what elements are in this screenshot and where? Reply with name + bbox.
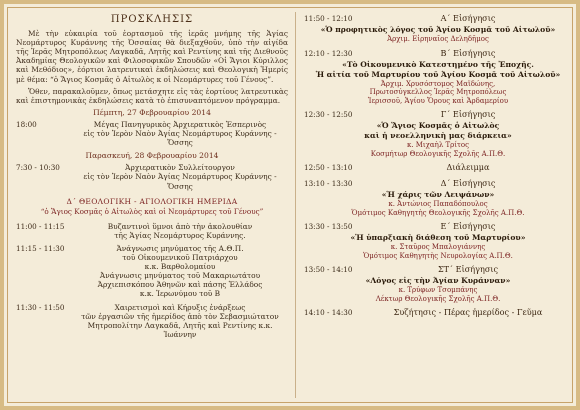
session-title: ΣΤ΄ Εἰσήγησις <box>437 264 499 275</box>
talk-title: «Ἡ ὑπαρξιακὴ διάθεση τοῦ Μαρτυρίου» <box>350 233 526 243</box>
left-column <box>16 14 288 343</box>
speaker-role: Πρωτοσύγκελλος Ἱερᾶς Μητροπόλεως <box>369 88 507 97</box>
break-1 <box>304 163 572 172</box>
event-time: 18:00 <box>16 119 37 129</box>
page-title: ΠΡΟΣΚΛΗΣΙΣ <box>110 14 194 25</box>
session-time: 13:50 - 14:10 <box>304 265 353 275</box>
session-title: Γ΄ Εἰσήγησις <box>440 109 496 120</box>
right-column <box>304 14 572 319</box>
speaker-role: Ἱερισσοῦ, Ἁγίου Ὄρους καὶ Ἀρδαμερίου <box>367 96 509 105</box>
speaker-role: Ὁμότιμος Καθηγητὴς Νευρολογίας Α.Π.Θ. <box>363 251 513 260</box>
session-title: Ε΄ Εἰσήγησις <box>440 221 496 232</box>
event-hymns <box>16 222 288 240</box>
session-3 <box>304 110 572 119</box>
section-subtitle: “ὁ Ἅγιος Κοσμᾶς ὁ Αἰτωλὸς καὶ οἱ Νεομάρτυρες τοῦ Γένους” <box>40 206 264 216</box>
session-time: 13:10 - 13:30 <box>304 179 353 189</box>
event-liturgy <box>16 163 288 190</box>
session-6 <box>304 265 572 274</box>
session-title: Β΄ Εἰσήγησις <box>440 47 496 58</box>
intro-paragraph-2: Ὅθεν, παρακαλοῦμεν, ὅπως μετάσχητε εἰς τὰς ἑορτίους λατρευτικὰς καὶ ἐπιστημονικὰς ἐκδηλώσεις κατὰ τὸ ἐπισυναπτόμενον πρόγραμμα. <box>16 86 288 105</box>
section-heading: Δ΄ ΘΕΟΛΟΓΙΚΗ - ΑΓΙΟΛΟΓΙΚΗ ΗΜΕΡΙΔΑ <box>66 196 238 206</box>
event-desc: Ἀνάγνωσις μηνύματος τῆς Α.Θ.Π. τοῦ Οἰκουμενικοῦ Πατριάρχου κ.κ. Βαρθολομαίου Ἀνάγνωσις μηνύματος τοῦ Μακαριωτάτου Ἀρχιεπισκόπου Ἀθηνῶν καὶ πάσης Ἑλλάδος κ.κ. Ἱερωνύμου τοῦ Β <box>97 243 263 299</box>
speaker: Ἀρχιμ. Χρυσόστομος Μαϊδώνης, <box>380 79 496 88</box>
talk-title: «Λόγος εἰς τὴν Ἁγίαν Κυράνναν» <box>365 276 511 286</box>
intro-paragraph-1: Μὲ τὴν εὐκαιρία τοῦ ἑορτασμοῦ τῆς ἱερᾶς μνήμης τῆς Ἁγίας Νεομάρτυρος Κυράννης τῆς Ὀσσαίας θὰ διεξαχθοῦν, ὑπὸ τὴν αἰγίδα τῆς Ἱερᾶς Μητροπόλεως Λαγκαδᾶ, Λητῆς καὶ Ρεντίνης καὶ τῆς Διεθνοῦς Ἀκαδημίας Θεολογικῶν καὶ Φιλοσοφικῶν Σπουδῶν «Οἱ Ἅγιοι Κύριλλος καὶ Μεθόδιος», ἑόρτιοι λατρευτικαὶ ἐκδηλώσεις καὶ Θεολογικὴ Ἡμερίς μὲ θέμα: “ὁ Ἅγιος Κοσμᾶς ὁ Αἰτωλὸς κ οἱ Νεομάρτυρες τοῦ Γένους”. <box>16 29 288 84</box>
event-time: 11:30 - 11:50 <box>16 302 65 312</box>
event-desc: Χαιρετισμοὶ καὶ Κήρυξις ἐνάρξεως τῶν ἐργασιῶν τῆς ἡμερίδος ἀπὸ τὸν Σεβασμιώτατον Μητροπολίτην Λαγκαδᾶ, Λητῆς καὶ Ρεντίνης κ.κ. Ἰωάννην <box>81 302 279 339</box>
speaker: κ. Σταῦρος Μπαλογιάννης <box>390 243 486 252</box>
speaker: κ. Τρύφων Τσομπάνης <box>398 286 478 295</box>
session-time: 12:10 - 12:30 <box>304 48 353 58</box>
talk-title: «Τὸ Οἰκουμενικὸ Κατεστημένο τῆς Ἐποχῆς. <box>342 59 534 69</box>
event-time: 11:15 - 11:30 <box>16 243 65 253</box>
event-vespers <box>16 120 288 147</box>
column-divider <box>295 12 296 398</box>
talk-title: «Ἡ χάρις τῶν Λειψάνων» <box>381 190 495 200</box>
session-title: Συζήτησις - Πέρας ἡμερίδος - Γεῦμα <box>393 307 543 318</box>
event-desc: Μέγας Πανηγυρικὸς Ἀρχιερατικὸς Ἑσπερινὸς εἰς τὸν Ἱερὸν Ναὸν Ἁγίας Νεομάρτυρος Κυράννης - Ὄσσης <box>83 119 277 148</box>
event-time: 11:00 - 11:15 <box>16 221 65 231</box>
closing <box>304 308 572 317</box>
speaker-role: Ὁμότιμος Καθηγητὴς Θεολογικῆς Σχολῆς Α.Π.Θ. <box>351 208 525 217</box>
talk-title: «Ὁ Ἅγιος Κοσμᾶς ὁ Αἰτωλὸς <box>376 121 500 131</box>
date-thursday: Πέμπτη, 27 Φεβρουαρίου 2014 <box>93 107 211 117</box>
session-time: 12:30 - 12:50 <box>304 110 353 120</box>
session-title: Δ΄ Εἰσήγησις <box>440 178 496 189</box>
date-friday: Παρασκευή, 28 Φεβρουαρίου 2014 <box>85 151 219 161</box>
talk-title: Ἡ αἰτία τοῦ Μαρτυρίου τοῦ Ἁγίου Κοσμᾶ τοῦ Αἰτωλοῦ» <box>315 69 561 79</box>
session-5 <box>304 222 572 231</box>
event-desc: Ἀρχιερατικὸν Συλλείτουργον εἰς τὸν Ἱερὸν Ναὸν Ἁγίας Νεομάρτυρος Κυράννης - Ὄσσης <box>83 163 277 191</box>
speaker: κ. Ἀντώνιος Παπαδόπουλος <box>388 200 488 209</box>
session-time: 14:10 - 14:30 <box>304 308 353 318</box>
session-time: 12:50 - 13:10 <box>304 163 353 173</box>
session-time: 11:50 - 12:10 <box>304 14 353 23</box>
speaker-role: Κοσμήτωρ Θεολογικῆς Σχολῆς Α.Π.Θ. <box>370 149 506 158</box>
talk-title: «Ὁ προφητικὸς λόγος τοῦ Ἁγίου Κοσμᾶ τοῦ Αἰτωλοῦ» <box>320 25 556 35</box>
event-time: 7:30 - 10:30 <box>16 163 60 173</box>
session-1 <box>304 14 572 23</box>
event-messages <box>16 244 288 299</box>
event-desc: Βυζαντινοὶ ὕμνοι ἀπὸ τὴν ἀκολουθίαν τῆς Ἁγίας Νεομάρτυρος Κυράννης. <box>107 221 253 240</box>
talk-title: καὶ ἡ νεοελληνικὴ μας διάρκεια» <box>364 131 512 141</box>
speaker-role: Λέκτωρ Θεολογικῆς Σχολῆς Α.Π.Θ. <box>375 294 501 303</box>
session-title: Διάλειμμα <box>446 162 490 173</box>
speaker: κ. Μιχαὴλ Τρίτος <box>406 141 470 150</box>
session-title: Α΄ Εἰσήγησις <box>440 13 496 23</box>
event-greetings <box>16 303 288 339</box>
session-4 <box>304 179 572 188</box>
session-2 <box>304 49 572 58</box>
speaker: Ἀρχιμ. Εἰρηναῖος Δεληδῆμος <box>387 35 489 44</box>
session-time: 13:30 - 13:50 <box>304 222 353 232</box>
